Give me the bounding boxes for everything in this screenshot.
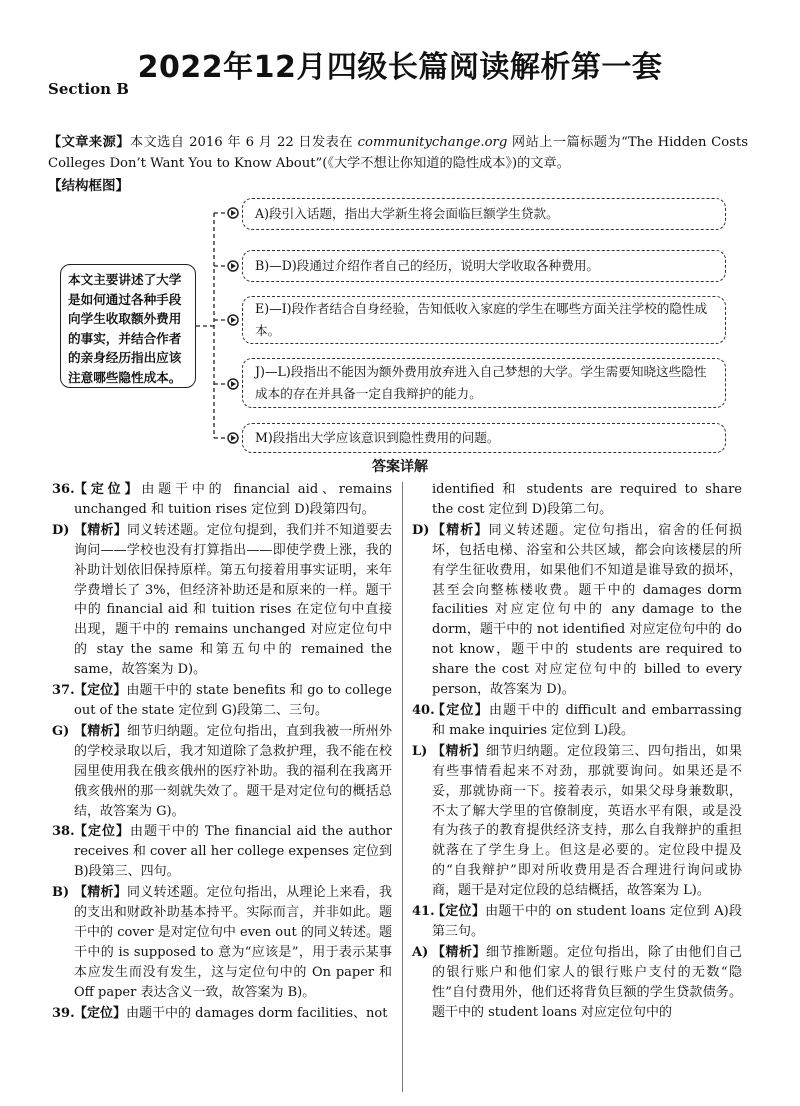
entry-tag: 【定位】 bbox=[74, 482, 142, 497]
answer-entry bbox=[412, 701, 742, 741]
entry-number: 41. bbox=[412, 904, 435, 920]
answer-column-left bbox=[52, 480, 392, 1024]
entry-number: 38. bbox=[52, 824, 75, 840]
entry-tag: 【精析】 bbox=[74, 723, 128, 739]
framework-node-text: A)段引入话题，指出大学新生将会面临巨额学生贷款。 bbox=[255, 206, 559, 221]
framework-node-e-i bbox=[242, 296, 726, 344]
entry-text: 细节推断题。定位句指出，除了由他们自己的银行账户和他们家人的银行账户支付的无数“隐性”自付费用外，他们还将背负巨额的学生贷款债务。题干中的 student loans 对应定位句中的 bbox=[432, 944, 742, 1020]
framework-connectors bbox=[0, 0, 800, 480]
summary-box: 本文主要讲述了大学是如何通过各种手段向学生收取额外费用的事实，并结合作者的亲身经历指出应该注意哪些隐性成本。 bbox=[60, 264, 196, 388]
entry-number: 39. bbox=[52, 1005, 75, 1021]
arrow-markers bbox=[228, 208, 238, 443]
entry-tag: 【精析】 bbox=[432, 944, 486, 960]
entry-tag: 【定位】 bbox=[74, 683, 127, 699]
entry-number: 37. bbox=[52, 683, 75, 699]
page-title: 2022年12月四级长篇阅读解析第一套 bbox=[137, 50, 663, 85]
answer-entry bbox=[52, 822, 392, 882]
entry-text: 细节归纳题。定位段第三、四句指出，如果有些事情看起来不对劲，那就要询问。如果还是不妥，那就协商一下。接着表示，如果父母身兼数职，不太了解大学里的官僚制度，英语水平有限，或是没有为孩子的教育提供经济支持，那么自我辩护的重担就落在了学生身上。但这是必要的。定位段中提及的“自我辩护”即对所收费用是否合理进行询问或协商，题干是对定位段的总结概括，故答案为 L)。 bbox=[432, 743, 742, 899]
answer-entry bbox=[412, 943, 742, 1023]
source-tag: 【文章来源】 bbox=[48, 135, 130, 150]
framework-node-a bbox=[242, 198, 726, 230]
source-text-before: 本文选自 2016 年 6 月 22 日发表在 bbox=[129, 135, 358, 150]
answer-entry bbox=[52, 883, 392, 1002]
answer-entry bbox=[52, 480, 392, 520]
answer-entry bbox=[52, 1004, 392, 1024]
framework-tag: 【结构框图】 bbox=[48, 178, 129, 194]
source-text-after: 网站上一篇标题为“The Hidden Costs Colleges Don’t Want You to Know About”(《大学不想让你知道的隐性成本》)的文章。 bbox=[48, 135, 748, 171]
entry-tag: 【定位】 bbox=[432, 904, 486, 920]
column-divider bbox=[402, 482, 403, 1092]
entry-text: 细节归纳题。定位句指出，直到我被一所州外的学校录取以后，我才知道除了急救护理，我不能在校园里使用我在俄亥俄州的医疗补助。我的福利在我离开俄亥俄州的那一刻就失效了。题干是对定位句的概括总结，故答案为 G)。 bbox=[74, 723, 392, 819]
entry-number: 40. bbox=[412, 702, 435, 718]
framework-node-b-d bbox=[242, 250, 726, 282]
framework-node-text: B)—D)段通过介绍作者自己的经历，说明大学收取各种费用。 bbox=[255, 258, 600, 273]
entry-number: D) bbox=[412, 522, 430, 538]
entry-text: 同义转述题。定位句指出，从理论上来看，我的支出和财政补助基本持平。实际而言，并非如此。题干中的 cover 是对定位句中 even out 的同义转述。题干中的 is supposed to 意为“应该是”，用于表示某事本应发生而没有发生，这与定位句中的 On paper 和 Off paper 表达含义一致，故答案为 B)。 bbox=[74, 885, 392, 1000]
answer-heading: 答案详解 bbox=[372, 459, 428, 475]
entry-continuation: identified 和 students are required to share the cost 定位到 D)段第二句。 bbox=[432, 482, 742, 517]
section-label: Section B bbox=[48, 80, 129, 98]
framework-node-text: M)段指出大学应该意识到隐性费用的问题。 bbox=[255, 430, 500, 445]
entry-number: B) bbox=[52, 885, 70, 901]
entry-number: 36. bbox=[52, 482, 75, 497]
entry-text: 由题干中的 difficult and embarrassing 和 make inquiries 定位到 L)段。 bbox=[432, 702, 742, 738]
framework-node-m bbox=[242, 423, 726, 453]
entry-tag: 【定位】 bbox=[432, 702, 489, 718]
entry-number: G) bbox=[52, 723, 70, 739]
entry-tag: 【定位】 bbox=[74, 1005, 127, 1021]
answer-entry bbox=[412, 742, 742, 901]
entry-number: A) bbox=[412, 944, 429, 960]
answer-entry bbox=[52, 722, 392, 822]
entry-text: 由题干中的 The financial aid the author receives 和 cover all her college expenses 定位到 B)段第三、四句。 bbox=[74, 824, 392, 880]
entry-text: 由题干中的 state benefits 和 go to college out of the state 定位到 G)段第二、三句。 bbox=[74, 683, 392, 718]
framework-node-text: E)—I)段作者结合自身经验，告知低收入家庭的学生在哪些方面关注学校的隐性成本。 bbox=[255, 301, 708, 338]
answer-entry bbox=[412, 521, 742, 700]
entry-tag: 【精析】 bbox=[432, 743, 486, 759]
entry-tag: 【精析】 bbox=[74, 522, 128, 538]
entry-tag: 【精析】 bbox=[432, 522, 489, 538]
entry-tag: 【精析】 bbox=[74, 885, 128, 901]
entry-text: 由题干中的 on student loans 定位到 A)段第三句。 bbox=[432, 904, 742, 939]
entry-text: 同义转述题。定位句提到，我们并不知道要去询问——学校也没有打算指出——即使学费上涨，我的补助计划依旧保持原样。第五句接着用事实证明，来年学费增长了 3%，但经济补助还是和原来的一样。题干中的 financial aid 和 tuition rises 在定位句中直接出现，题干中的 remains unchanged 对应定位句中的 stay the same 和第五句中的 remained the same，故答案为 D)。 bbox=[74, 522, 392, 678]
answer-entry bbox=[412, 902, 742, 942]
entry-tag: 【定位】 bbox=[74, 824, 130, 840]
source-site: communitychange.org bbox=[357, 135, 508, 150]
entry-text: 同义转述题。定位句指出，宿舍的任何损坏，包括电梯、浴室和公共区域，都会向该楼层的所有学生征收费用，如果他们不知道是谁导致的损坏，甚至会向整栋楼收费。题干中的 damages dorm facilities 对应定位句中的 any damage to the dorm，题干中的 not identified 对应定位句中的 do not know，题干中的 students are required to share the cost 对应定位句中的 billed to every person，故答案为 D)。 bbox=[432, 522, 742, 698]
entry-number: L) bbox=[412, 743, 428, 759]
answer-entry bbox=[52, 681, 392, 721]
framework-node-text: J)—L)段指出不能因为额外费用放弃进入自己梦想的大学。学生需要知晓这些隐性成本的存在并具备一定自我辩护的能力。 bbox=[255, 364, 707, 401]
framework-node-j-l bbox=[242, 358, 726, 408]
answer-column-right bbox=[412, 480, 742, 1023]
entry-text: 由题干中的 financial aid、remains unchanged 和 tuition rises 定位到 D)段第四句。 bbox=[74, 482, 392, 517]
answer-entry bbox=[52, 521, 392, 680]
entry-text: 由题干中的 damages dorm facilities、not bbox=[126, 1005, 388, 1021]
entry-number: D) bbox=[52, 522, 70, 538]
